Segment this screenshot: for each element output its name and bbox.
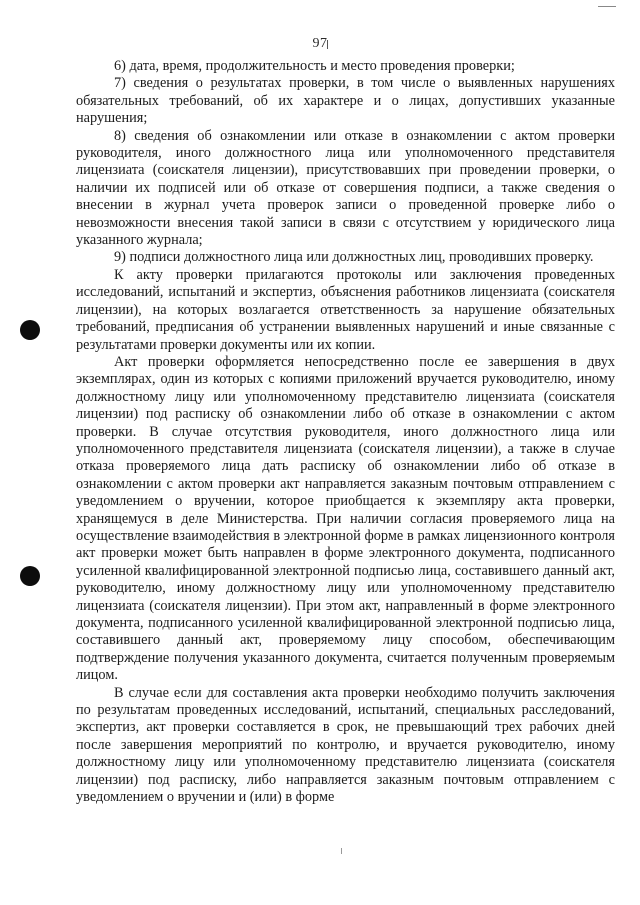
- binder-hole-upper: [20, 320, 40, 340]
- list-item-9-signatures: 9) подписи должностного лица или должностных лиц, проводивших проверку.: [114, 249, 594, 266]
- list-item-6-date-time-place: 6) дата, время, продолжительность и место проведения проверки;: [114, 58, 515, 74]
- list-item-8-acknowledgement-info: 8) сведения об ознакомлении или отказе в ознакомлении с актом проверки руководителя, иного должностного лица или уполномоченного представителя лицензиата (соискателя лицензии), присутствовавших при проведении проверки, о наличии их подписей или об отказе от совершения подписи, а также сведения о внесении в журнал учета проверок записи о проведенной проверке либо о невозможности внесения такой записи в связи с отсутствием у юридического лица указанного журнала;: [76, 127, 615, 249]
- scan-mark-corner: [598, 6, 616, 7]
- scan-mark-bottom: [341, 848, 342, 854]
- paragraph-act-deadline: В случае если для составления акта проверки необходимо получить заключения по результатам проведенных исследований, испытаний, специальных расследований, экспертиз, акт проверки составляется в срок, не превышающий трех рабочих дней после завершения мероприятий по контролю, и вручается руководителю, иному должностному лицу или уполномоченному представителю лицензиата (соискателя лицензии) под расписку, либо направляется заказным почтовым отправлением с уведомлением о вручении и (или) в форме: [76, 684, 615, 806]
- binder-hole-lower: [20, 566, 40, 586]
- list-item-7-inspection-results: 7) сведения о результатах проверки, в том числе о выявленных нарушениях обязательных требований, об их характере и о лицах, допустивших указанные нарушения;: [76, 75, 615, 127]
- page-number: 97: [312, 36, 328, 51]
- paragraph-attachments: К акту проверки прилагаются протоколы или заключения проведенных исследований, испытаний и экспертиз, объяснения работников лицензиата (соискателя лицензии), на которых возлагается ответственность за нарушение обязательных требований, предписания об устранении выявленных нарушений и иные связанные с результатами проверки документы или их копии.: [76, 266, 615, 353]
- paragraph-act-execution: Акт проверки оформляется непосредственно после ее завершения в двух экземплярах, один из которых с копиями приложений вручается руководителю, иному должностному лицу или уполномоченному представителю лицензиата (соискателя лицензии) под расписку об ознакомлении либо об отказе в ознакомлении с актом проверки. В случае отсутствия руководителя, иного должностного лица или уполномоченного представителя лицензиата (соискателя лицензии), а также в случае отказа проверяемого лица дать расписку об ознакомлении либо об отказе в ознакомлении с актом проверки акт направляется заказным почтовым отправлением с уведомлением о вручении, которое приобщается к экземпляру акта проверки, хранящемуся в деле Министерства. При наличии согласия проверяемого лица на осуществление взаимодействия в электронной форме в рамках лицензионного контроля акт проверки может быть направлен в форме электронного документа, подписанного усиленной квалифицированной электронной подписью лица, составившего данный акт, руководителю, иному должностному лицу или уполномоченному представителю лицензиата (соискателя лицензии). При этом акт, направленный в форме электронного документа, подписанного усиленной квалифицированной электронной подписью лица, составившего данный акт, проверяемому лицу способом, обеспечивающим подтверждение получения указанного документа, считается полученным проверяемым лицом.: [76, 353, 615, 684]
- document-body: [76, 58, 615, 806]
